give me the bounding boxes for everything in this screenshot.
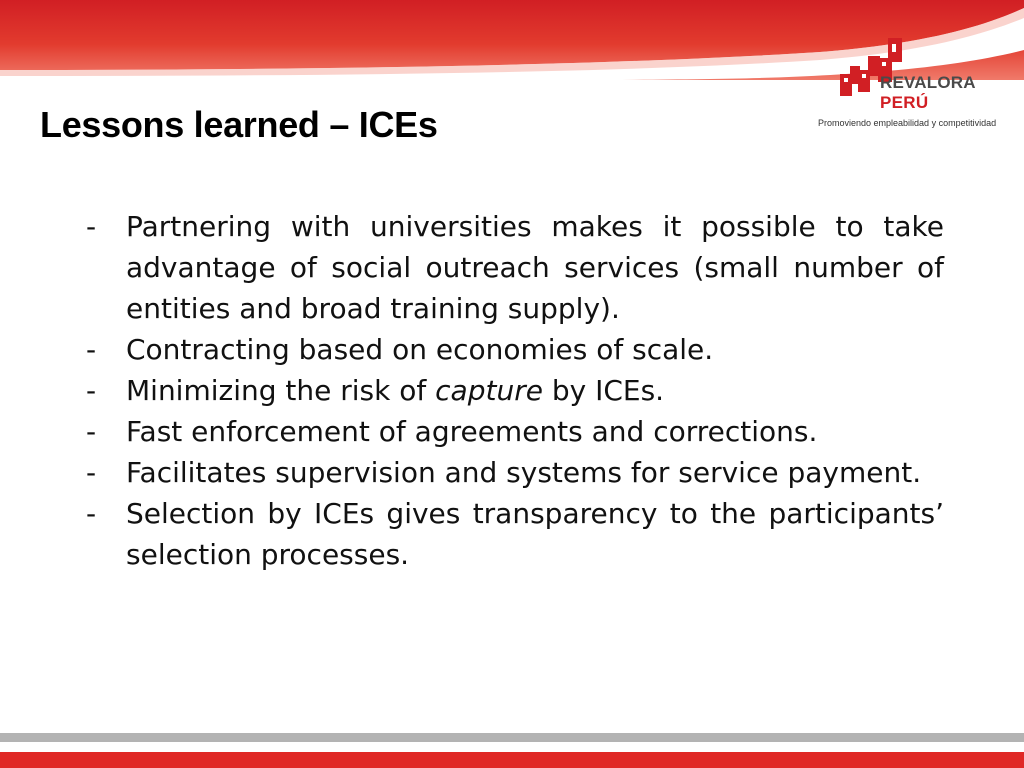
bullet-dash: - [86,333,97,366]
bullet-text: Facilitates supervision and systems for service payment. [126,456,922,489]
bullet-emphasis: capture [435,374,543,407]
bullet-dash: - [86,497,97,530]
bullet-text: Contracting based on economies of scale. [126,333,714,366]
bullet-text: Fast enforcement of agreements and corrections. [126,415,818,448]
bullet-item [86,206,944,329]
footer-gray-bar [0,733,1024,742]
bullet-item [86,411,944,452]
bullet-item [86,452,944,493]
bullet-dash: - [86,415,97,448]
bullet-text: Selection by ICEs gives transparency to the participants’ selection processes. [126,497,944,571]
bullet-item [86,329,944,370]
bullet-dash: - [86,456,97,489]
logo-name-line2: PERÚ [880,93,929,112]
footer-red-bar [0,752,1024,768]
bullet-dash: - [86,374,97,407]
logo-tagline: Promoviendo empleabilidad y competitividad [818,118,997,128]
page-title: Lessons learned – ICEs [40,104,438,145]
bullet-item [86,493,944,575]
logo-name-line1: REVALORA [880,73,976,92]
bullet-dash: - [86,210,97,243]
bullet-text-after: by ICEs. [542,374,665,407]
bullet-text-before: Minimizing the risk of [126,374,436,407]
bullet-text: Partnering with universities makes it possible to take advantage of social outreach services (small number of entities and broad training supply). [126,210,944,325]
bullet-item [86,370,944,411]
lessons-bullet-list [86,206,944,575]
